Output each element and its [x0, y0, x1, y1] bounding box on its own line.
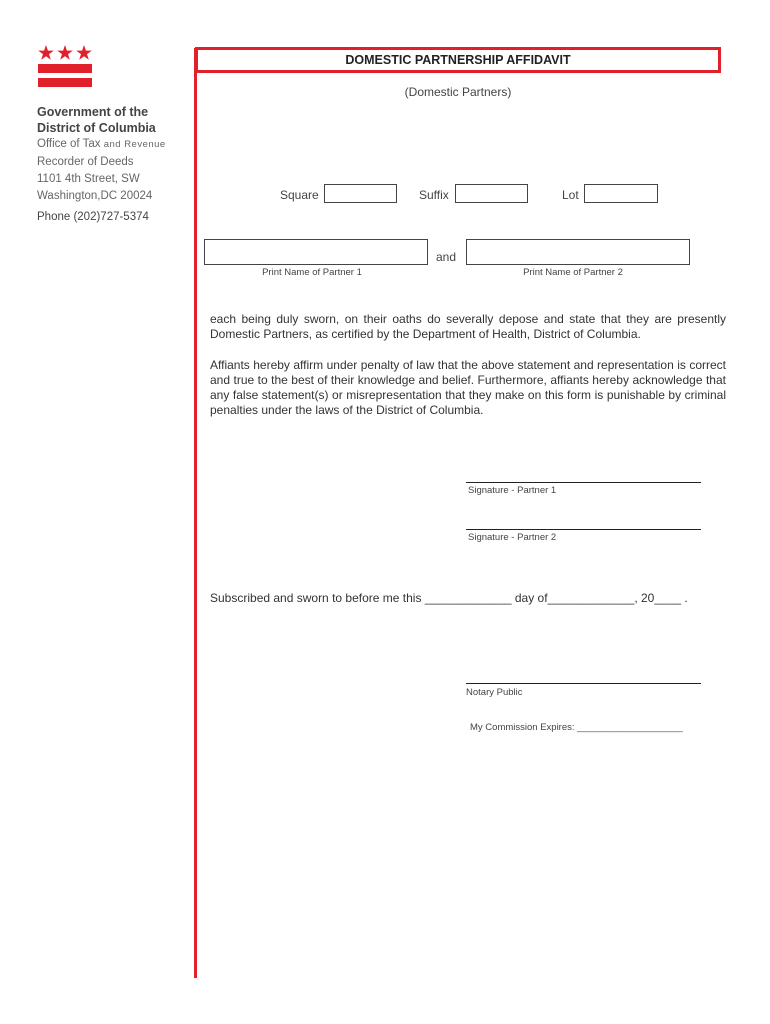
agency-phone: Phone (202)727-5374: [37, 211, 149, 223]
notary-signature-line[interactable]: [466, 683, 701, 684]
agency-street: 1101 4th Street, SW: [37, 173, 140, 185]
partner2-caption: Print Name of Partner 2: [523, 267, 623, 278]
square-field[interactable]: [324, 184, 397, 203]
agency-city: Washington,DC 20024: [37, 190, 153, 202]
agency-name-line1: Government of the: [37, 105, 149, 119]
suffix-label: Suffix: [419, 188, 449, 202]
notary-public-label: Notary Public: [466, 687, 523, 698]
dc-flag-icon: [38, 42, 92, 90]
form-title-box: [195, 47, 721, 73]
lot-label: Lot: [562, 188, 579, 202]
square-label: Square: [280, 188, 319, 202]
partner2-name-field[interactable]: [466, 239, 690, 265]
agency-division: Recorder of Deeds: [37, 156, 134, 168]
form-title: DOMESTIC PARTNERSHIP AFFIDAVIT: [345, 53, 571, 67]
lot-field[interactable]: [584, 184, 658, 203]
margin-rule: [194, 48, 197, 978]
suffix-field[interactable]: [455, 184, 528, 203]
signature-label-partner1: Signature - Partner 1: [468, 485, 557, 496]
affidavit-paragraph-1: each being duly sworn, on their oaths do severally depose and state that they are presently Domestic Partners, as certified by the Department of Health, District of Columbia.: [210, 312, 726, 341]
signature-line-partner2[interactable]: [466, 529, 701, 530]
commission-expires-label: My Commission Expires: ____________________: [470, 722, 683, 733]
partner1-caption: Print Name of Partner 1: [262, 267, 362, 278]
partner1-name-field[interactable]: [204, 239, 428, 265]
agency-office-rest: and Revenue: [103, 139, 166, 150]
signature-label-partner2: Signature - Partner 2: [468, 532, 557, 543]
and-label: and: [436, 250, 457, 264]
form-subtitle: (Domestic Partners): [404, 85, 512, 99]
sworn-statement: Subscribed and sworn to before me this _____________ day of_____________, 20____ .: [210, 591, 688, 605]
agency-office: [37, 138, 166, 150]
agency-office-main: Office of Tax: [37, 138, 101, 150]
agency-name: [37, 104, 156, 136]
signature-line-partner1[interactable]: [466, 482, 701, 483]
agency-name-line2: District of Columbia: [37, 121, 156, 135]
affidavit-paragraph-2: Affiants hereby affirm under penalty of law that the above statement and representation is correct and true to the best of their knowledge and belief. Furthermore, affiants hereby acknowledge that any false statement(s) or misrepresentation that they make on this form is punishable by criminal penalties under the laws of the District of Columbia.: [210, 358, 726, 417]
